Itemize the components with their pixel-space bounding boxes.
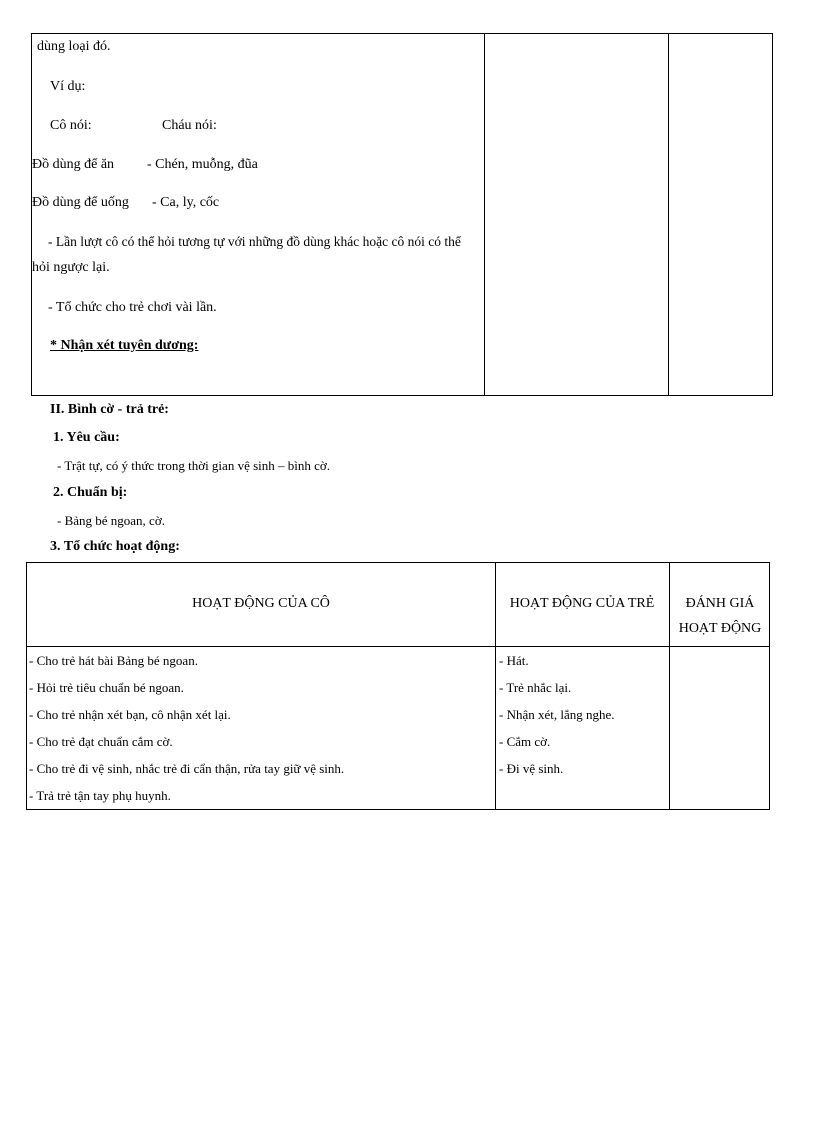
- children-row: - Cắm cờ.: [499, 734, 551, 749]
- text-line: - Tổ chức cho trẻ chơi vài lần.: [48, 300, 217, 315]
- preparation-heading: 2. Chuẩn bị:: [53, 485, 128, 500]
- requirements-text: - Trật tự, có ý thức trong thời gian vệ sinh – bình cờ.: [57, 458, 331, 473]
- teacher-row: - Cho trẻ nhận xét bạn, cô nhận xét lại.: [29, 707, 231, 722]
- review-heading: * Nhận xét tuyên dương:: [50, 338, 199, 353]
- text-line: Cô nói:: [50, 118, 92, 133]
- text-line: - Ca, ly, cốc: [152, 195, 220, 210]
- text-line: Ví dụ:: [50, 79, 86, 94]
- teacher-row: - Cho trẻ hát bài Bảng bé ngoan.: [29, 653, 198, 668]
- header-teacher-activity: HOẠT ĐỘNG CỦA CÔ: [192, 596, 330, 611]
- header-evaluation-line2: HOẠT ĐỘNG: [678, 621, 762, 636]
- teacher-row: - Trả trẻ tận tay phụ huynh.: [29, 788, 171, 803]
- text-line: Đồ dùng để uống: [32, 195, 129, 210]
- text-line: - Chén, muỗng, đũa: [147, 157, 258, 172]
- header-divider: [27, 646, 769, 647]
- section-title: II. Bình cờ - trả trẻ:: [50, 402, 169, 417]
- children-row: - Nhận xét, lắng nghe.: [499, 707, 615, 722]
- preparation-text: - Bảng bé ngoan, cờ.: [57, 513, 165, 528]
- organization-table: [26, 562, 770, 810]
- teacher-row: - Hỏi trẻ tiêu chuẩn bé ngoan.: [29, 680, 184, 695]
- header-children-activity: HOẠT ĐỘNG CỦA TRẺ: [509, 596, 655, 611]
- organization-heading: 3. Tổ chức hoạt động:: [50, 539, 180, 554]
- header-evaluation: ĐÁNH GIÁ: [685, 596, 755, 611]
- text-line: hỏi ngược lại.: [32, 260, 110, 275]
- text-line: dùng loại đó.: [37, 39, 111, 54]
- teacher-row: - Cho trẻ đi vệ sinh, nhắc trẻ đi cẩn thận, rửa tay giữ vệ sinh.: [29, 761, 345, 776]
- children-row: - Hát.: [499, 653, 529, 668]
- text-line: Đồ dùng để ăn: [32, 157, 115, 172]
- children-row: - Đi vệ sinh.: [499, 761, 564, 776]
- top-activity-table: [31, 33, 773, 396]
- children-row: - Trẻ nhắc lại.: [499, 680, 572, 695]
- teacher-row: - Cho trẻ đạt chuẩn cắm cờ.: [29, 734, 173, 749]
- text-line: - Lần lượt cô có thể hỏi tương tự với những đồ dùng khác hoặc cô nói có thể: [48, 234, 461, 249]
- text-line: Cháu nói:: [162, 118, 217, 133]
- children-column: [484, 34, 669, 395]
- requirements-heading: 1. Yêu cầu:: [53, 430, 120, 445]
